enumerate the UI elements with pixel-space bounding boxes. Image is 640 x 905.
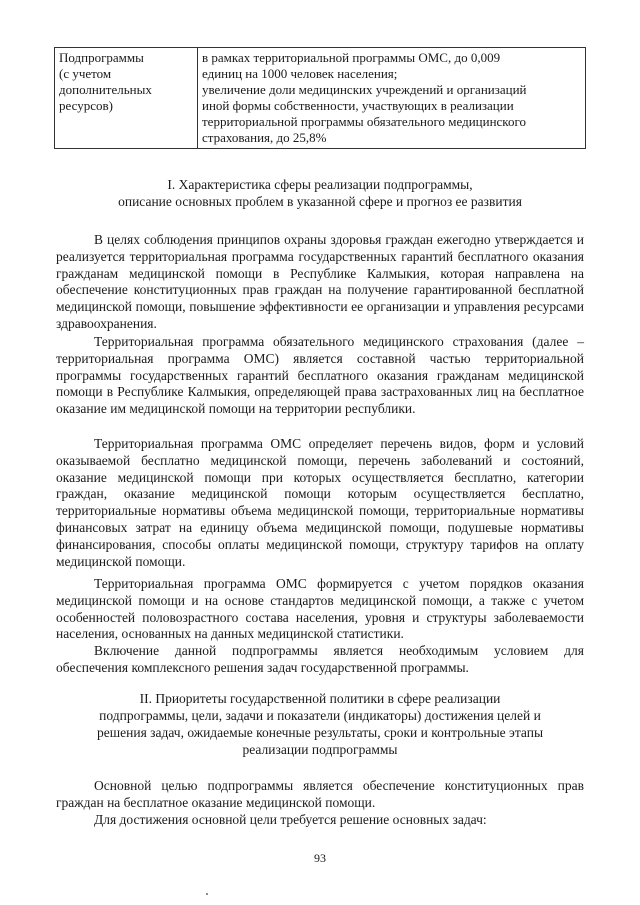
table-label-line: (с учетом [59,66,112,81]
table-value-cell [198,48,586,149]
table-value-line: иной формы собственности, участвующих в реализации [202,98,514,113]
table-value-line: в рамках территориальной программы ОМС, до 0,009 [202,50,501,65]
heading-line: подпрограммы, цели, задачи и показатели (индикаторы) достижения целей и [99,708,541,723]
paragraph: Территориальная программа ОМС определяет перечень видов, форм и условий оказываемой бесплатно медицинской помощи, перечень заболеваний и состояний, оказание медицинской помощи при которых осуществляется бесплатно, категории граждан, оказание медицинской помощи которым осуществляется бесплатно, территориальные нормативы объема медицинской помощи, территориальные нормативы финансовых затрат на единицу объема медицинской помощи, подушевые нормативы финансирования, способы оплаты медицинской помощи, структуру тарифов на оплату медицинской помощи. [56,436,584,569]
paragraph: Территориальная программа ОМС формируется с учетом порядков оказания медицинской помощи и на основе стандартов медицинской помощи, а также с учетом особенностей половозрастного состава населения, уровня и структуры заболеваемости населения, основанных на данных медицинской статистики. [56,576,584,642]
table-label-line: дополнительных [59,82,152,97]
heading-line: I. Характеристика сферы реализации подпрограммы, [167,177,473,192]
heading-line: реализации подпрограммы [242,742,398,757]
paragraph: Территориальная программа обязательного медицинского страхования (далее – территориальная программа ОМС) является составной частью территориальной программы государственных гарантий бесплатного оказания гражданам медицинской помощи в Республике Калмыкия, определяющей права застрахованных лиц на бесплатное оказание им медицинской помощи на территории республики. [56,334,584,417]
table-value-line: территориальной программы обязательного медицинского [202,114,526,129]
table-label-cell [55,48,198,149]
table-value-line: единиц на 1000 человек населения; [202,66,398,81]
heading-line: II. Приоритеты государственной политики в сфере реализации [139,691,501,706]
table-value-line: страхования, до 25,8% [202,130,327,145]
heading-line: описание основных проблем в указанной сфере и прогноз ее развития [118,194,522,209]
paragraph: Для достижения основной цели требуется решение основных задач: [94,812,487,827]
section-1-heading [70,176,570,210]
paragraph: В целях соблюдения принципов охраны здоровья граждан ежегодно утверждается и реализуется территориальная программа государственных гарантий бесплатного оказания гражданам медицинской помощи в Республике Калмыкия, которая направлена на обеспечение конституционных прав граждан на получение гарантированной бесплатной медицинской помощи, повышение эффективности ее организации и управления ресурсами здравоохранения. [56,232,584,331]
table-value-line: увеличение доли медицинских учреждений и организаций [202,82,527,97]
subprogram-table [54,47,586,149]
table-label-line: Подпрограммы [59,50,144,65]
scan-speck [206,893,208,895]
paragraph: Включение данной подпрограммы является необходимым условием для обеспечения комплексного решения задач государственной программы. [56,643,584,675]
table-row [55,48,586,149]
heading-line: решения задач, ожидаемые конечные результаты, сроки и контрольные этапы [96,725,544,740]
section-2-heading [70,690,570,758]
page-number: 93 [314,851,326,865]
paragraph: Основной целью подпрограммы является обеспечение конституционных прав граждан на бесплатное оказание медицинской помощи. [56,778,584,810]
table-label-line: ресурсов) [59,98,113,113]
